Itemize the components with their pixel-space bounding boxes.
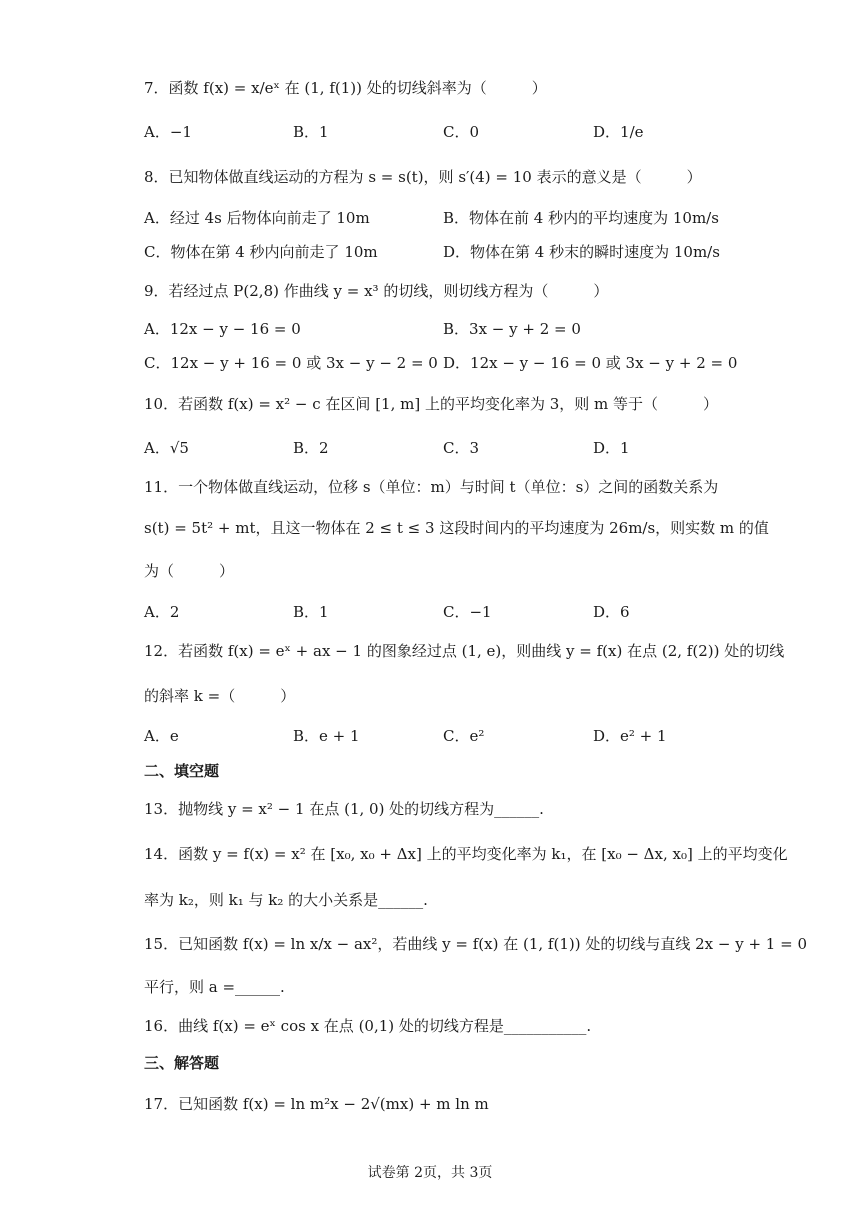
question-13: 13．抛物线 y = x² − 1 在点 (1, 0) 处的切线方程为______. <box>144 800 544 818</box>
q10-option-c: C．3 <box>443 439 480 457</box>
q9-option-c: C．12x − y + 16 = 0 或 3x − y − 2 = 0 <box>144 354 438 372</box>
question-12-line-2: 的斜率 k =（ ） <box>144 687 296 705</box>
q8-option-d: D．物体在第 4 秒末的瞬时速度为 10m/s <box>443 243 720 261</box>
q8-option-c: C．物体在第 4 秒内向前走了 10m <box>144 243 378 261</box>
q10-option-a: A．√5 <box>144 439 189 457</box>
q12-option-a: A．e <box>144 727 179 745</box>
question-8: 8．已知物体做直线运动的方程为 s = s(t)，则 s′(4) = 10 表示的意义是（ ） <box>144 168 702 186</box>
section-title-answers: 三、解答题 <box>144 1054 220 1072</box>
q8-option-a: A．经过 4s 后物体向前走了 10m <box>144 209 370 227</box>
question-7: 7．函数 f(x) = x/eˣ 在 (1, f(1)) 处的切线斜率为（ ） <box>144 79 547 97</box>
q10-option-d: D．1 <box>593 439 630 457</box>
q9-option-a: A．12x − y − 16 = 0 <box>144 320 301 338</box>
q8-option-b: B．物体在前 4 秒内的平均速度为 10m/s <box>443 209 719 227</box>
q7-option-d: D．1/e <box>593 123 644 141</box>
question-16: 16．曲线 f(x) = eˣ cos x 在点 (0,1) 处的切线方程是___________. <box>144 1017 592 1035</box>
question-12-line-1: 12．若函数 f(x) = eˣ + ax − 1 的图象经过点 (1, e)，则曲线 y = f(x) 在点 (2, f(2)) 处的切线 <box>144 642 785 660</box>
question-10: 10．若函数 f(x) = x² − c 在区间 [1, m] 上的平均变化率为 3，则 m 等于（ ） <box>144 395 719 413</box>
section-title-fill-in: 二、填空题 <box>144 762 220 780</box>
q7-option-c: C．0 <box>443 123 480 141</box>
q11-option-c: C．−1 <box>443 603 492 621</box>
q10-option-b: B．2 <box>293 439 329 457</box>
q12-option-b: B．e + 1 <box>293 727 360 745</box>
question-9: 9．若经过点 P(2,8) 作曲线 y = x³ 的切线，则切线方程为（ ） <box>144 282 609 300</box>
q11-option-d: D．6 <box>593 603 630 621</box>
q9-option-b: B．3x − y + 2 = 0 <box>443 320 581 338</box>
question-11-line-1: 11．一个物体做直线运动，位移 s（单位：m）与时间 t（单位：s）之间的函数关系为 <box>144 478 719 496</box>
question-11-line-3: 为（ ） <box>144 562 235 580</box>
q11-option-a: A．2 <box>144 603 180 621</box>
question-14-line-2: 率为 k₂，则 k₁ 与 k₂ 的大小关系是______. <box>144 891 428 909</box>
q12-option-c: C．e² <box>443 727 485 745</box>
q11-option-b: B．1 <box>293 603 329 621</box>
q7-option-a: A．−1 <box>144 123 192 141</box>
question-15-line-1: 15．已知函数 f(x) = ln x/x − ax²，若曲线 y = f(x) 在 (1, f(1)) 处的切线与直线 2x − y + 1 = 0 <box>144 935 807 953</box>
question-17: 17．已知函数 f(x) = ln m²x − 2√(mx) + m ln m <box>144 1095 489 1113</box>
page-footer: 试卷第 2页，共 3页 <box>367 1165 493 1181</box>
question-11-line-2: s(t) = 5t² + mt，且这一物体在 2 ≤ t ≤ 3 这段时间内的平均速度为 26m/s，则实数 m 的值 <box>144 519 769 537</box>
q7-option-b: B．1 <box>293 123 329 141</box>
question-15-line-2: 平行，则 a =______. <box>144 978 285 996</box>
question-14-line-1: 14．函数 y = f(x) = x² 在 [x₀, x₀ + Δx] 上的平均变化率为 k₁，在 [x₀ − Δx, x₀] 上的平均变化 <box>144 845 788 863</box>
q9-option-d: D．12x − y − 16 = 0 或 3x − y + 2 = 0 <box>443 354 738 372</box>
q12-option-d: D．e² + 1 <box>593 727 667 745</box>
